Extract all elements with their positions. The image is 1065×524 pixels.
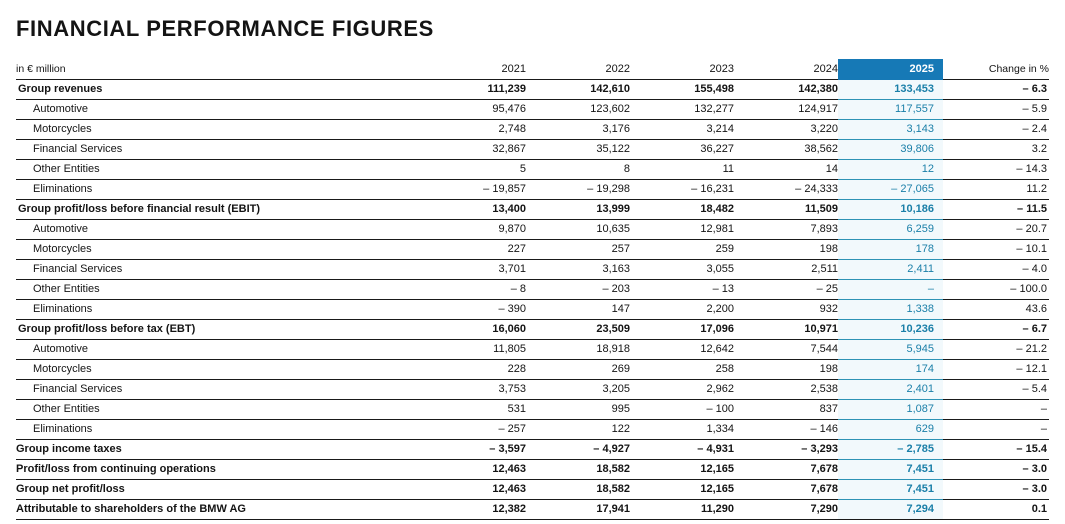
table-row bbox=[16, 340, 1049, 360]
row-label: Group profit/loss before financial result (EBIT) bbox=[16, 200, 422, 220]
cell-2021: – 390 bbox=[422, 300, 526, 320]
table-row bbox=[16, 240, 1049, 260]
cell-2024: 7,544 bbox=[734, 340, 838, 360]
cell-2022: 18,582 bbox=[526, 460, 630, 480]
row-label: Group net profit/loss bbox=[16, 480, 422, 500]
cell-2021: 228 bbox=[422, 360, 526, 380]
row-label: Motorcycles bbox=[16, 360, 422, 380]
cell-change-in: – bbox=[943, 400, 1049, 420]
cell-change-in: – 100.0 bbox=[943, 280, 1049, 300]
column-header-change-in-percent[interactable]: Change in % bbox=[943, 59, 1049, 80]
cell-change-in: – 6.3 bbox=[943, 80, 1049, 100]
cell-2023: – 4,931 bbox=[630, 440, 734, 460]
cell-2021: 9,870 bbox=[422, 220, 526, 240]
cell-2021: 12,463 bbox=[422, 480, 526, 500]
cell-2025: 12 bbox=[838, 160, 943, 180]
row-label: Motorcycles bbox=[16, 120, 422, 140]
table-row bbox=[16, 120, 1049, 140]
cell-2023: 3,214 bbox=[630, 120, 734, 140]
cell-2025: – bbox=[838, 280, 943, 300]
cell-2021: 32,867 bbox=[422, 140, 526, 160]
cell-2024: 2,538 bbox=[734, 380, 838, 400]
cell-2025: 10,236 bbox=[838, 320, 943, 340]
cell-2024: 2,511 bbox=[734, 260, 838, 280]
cell-2023: 12,165 bbox=[630, 480, 734, 500]
page-title: FINANCIAL PERFORMANCE FIGURES bbox=[16, 16, 434, 41]
cell-change-in: – 5.9 bbox=[943, 100, 1049, 120]
cell-2025: 39,806 bbox=[838, 140, 943, 160]
cell-2024: – 25 bbox=[734, 280, 838, 300]
table-row bbox=[16, 480, 1049, 500]
table-body bbox=[16, 80, 1049, 520]
cell-change-in: 43.6 bbox=[943, 300, 1049, 320]
row-label: Profit/loss from continuing operations bbox=[16, 460, 422, 480]
cell-2023: 18,482 bbox=[630, 200, 734, 220]
cell-2022: 3,176 bbox=[526, 120, 630, 140]
cell-2022: 10,635 bbox=[526, 220, 630, 240]
cell-2024: 198 bbox=[734, 240, 838, 260]
cell-2024: 7,678 bbox=[734, 480, 838, 500]
cell-2021: 2,748 bbox=[422, 120, 526, 140]
cell-2024: 7,678 bbox=[734, 460, 838, 480]
cell-change-in: 11.2 bbox=[943, 180, 1049, 200]
column-header-2021[interactable]: 2021 bbox=[422, 59, 526, 80]
cell-2022: 23,509 bbox=[526, 320, 630, 340]
table-row bbox=[16, 420, 1049, 440]
cell-change-in: – 20.7 bbox=[943, 220, 1049, 240]
cell-change-in: – bbox=[943, 420, 1049, 440]
cell-2021: 12,463 bbox=[422, 460, 526, 480]
cell-2021: 95,476 bbox=[422, 100, 526, 120]
cell-2023: 2,962 bbox=[630, 380, 734, 400]
row-label: Eliminations bbox=[16, 300, 422, 320]
cell-2023: – 16,231 bbox=[630, 180, 734, 200]
cell-2025: 117,557 bbox=[838, 100, 943, 120]
cell-2025: 133,453 bbox=[838, 80, 943, 100]
cell-2025: 178 bbox=[838, 240, 943, 260]
cell-change-in: – 6.7 bbox=[943, 320, 1049, 340]
cell-change-in: – 3.0 bbox=[943, 460, 1049, 480]
table-row bbox=[16, 180, 1049, 200]
row-label: Other Entities bbox=[16, 280, 422, 300]
cell-2024: 932 bbox=[734, 300, 838, 320]
cell-2023: 1,334 bbox=[630, 420, 734, 440]
cell-2025: – 2,785 bbox=[838, 440, 943, 460]
cell-2022: – 19,298 bbox=[526, 180, 630, 200]
cell-2025: 1,087 bbox=[838, 400, 943, 420]
row-label: Motorcycles bbox=[16, 240, 422, 260]
cell-2025: 5,945 bbox=[838, 340, 943, 360]
table-header-row bbox=[16, 59, 1049, 80]
cell-2021: – 257 bbox=[422, 420, 526, 440]
cell-2021: – 8 bbox=[422, 280, 526, 300]
cell-2023: 17,096 bbox=[630, 320, 734, 340]
cell-2025: 629 bbox=[838, 420, 943, 440]
cell-2022: 257 bbox=[526, 240, 630, 260]
cell-2021: 227 bbox=[422, 240, 526, 260]
cell-2024: 142,380 bbox=[734, 80, 838, 100]
cell-change-in: – 14.3 bbox=[943, 160, 1049, 180]
column-header-2025-highlighted[interactable]: 2025 bbox=[838, 59, 943, 80]
cell-2021: 13,400 bbox=[422, 200, 526, 220]
cell-change-in: – 3.0 bbox=[943, 480, 1049, 500]
cell-change-in: – 10.1 bbox=[943, 240, 1049, 260]
row-label: Financial Services bbox=[16, 380, 422, 400]
cell-2025: – 27,065 bbox=[838, 180, 943, 200]
row-label: Other Entities bbox=[16, 160, 422, 180]
cell-2023: 12,642 bbox=[630, 340, 734, 360]
cell-2022: 17,941 bbox=[526, 500, 630, 520]
cell-2023: 155,498 bbox=[630, 80, 734, 100]
cell-2025: 3,143 bbox=[838, 120, 943, 140]
cell-2025: 7,294 bbox=[838, 500, 943, 520]
row-label: Eliminations bbox=[16, 180, 422, 200]
table-row bbox=[16, 360, 1049, 380]
cell-2024: 837 bbox=[734, 400, 838, 420]
cell-2023: 2,200 bbox=[630, 300, 734, 320]
table-row bbox=[16, 140, 1049, 160]
cell-2021: 5 bbox=[422, 160, 526, 180]
cell-2024: 7,290 bbox=[734, 500, 838, 520]
table-row bbox=[16, 220, 1049, 240]
cell-2025: 2,411 bbox=[838, 260, 943, 280]
cell-2021: 11,805 bbox=[422, 340, 526, 360]
cell-2024: 10,971 bbox=[734, 320, 838, 340]
table-row bbox=[16, 160, 1049, 180]
cell-2021: 3,701 bbox=[422, 260, 526, 280]
table-row bbox=[16, 100, 1049, 120]
cell-2021: – 19,857 bbox=[422, 180, 526, 200]
table-row bbox=[16, 200, 1049, 220]
cell-2025: 10,186 bbox=[838, 200, 943, 220]
cell-2022: 995 bbox=[526, 400, 630, 420]
cell-change-in: – 4.0 bbox=[943, 260, 1049, 280]
row-label: Other Entities bbox=[16, 400, 422, 420]
row-label: Financial Services bbox=[16, 260, 422, 280]
cell-2022: – 4,927 bbox=[526, 440, 630, 460]
cell-2023: – 100 bbox=[630, 400, 734, 420]
cell-2023: 3,055 bbox=[630, 260, 734, 280]
cell-2025: 6,259 bbox=[838, 220, 943, 240]
table-row bbox=[16, 400, 1049, 420]
cell-change-in: – 5.4 bbox=[943, 380, 1049, 400]
cell-2023: 132,277 bbox=[630, 100, 734, 120]
cell-2022: 35,122 bbox=[526, 140, 630, 160]
column-header-2024[interactable]: 2024 bbox=[734, 59, 838, 80]
cell-change-in: 3.2 bbox=[943, 140, 1049, 160]
column-header-unit: in € million bbox=[16, 59, 422, 80]
table-row bbox=[16, 460, 1049, 480]
table-row bbox=[16, 260, 1049, 280]
cell-2025: 7,451 bbox=[838, 480, 943, 500]
row-label: Financial Services bbox=[16, 140, 422, 160]
cell-2024: – 24,333 bbox=[734, 180, 838, 200]
cell-2022: 8 bbox=[526, 160, 630, 180]
cell-2024: 7,893 bbox=[734, 220, 838, 240]
cell-2023: 12,981 bbox=[630, 220, 734, 240]
cell-2022: 142,610 bbox=[526, 80, 630, 100]
cell-2023: 12,165 bbox=[630, 460, 734, 480]
cell-change-in: – 12.1 bbox=[943, 360, 1049, 380]
cell-2022: 3,205 bbox=[526, 380, 630, 400]
column-header-2023[interactable]: 2023 bbox=[630, 59, 734, 80]
table-header bbox=[16, 59, 1049, 80]
cell-2024: 3,220 bbox=[734, 120, 838, 140]
cell-2024: – 3,293 bbox=[734, 440, 838, 460]
cell-2022: 3,163 bbox=[526, 260, 630, 280]
cell-2023: 11,290 bbox=[630, 500, 734, 520]
cell-2022: 122 bbox=[526, 420, 630, 440]
row-label: Eliminations bbox=[16, 420, 422, 440]
row-label: Group profit/loss before tax (EBT) bbox=[16, 320, 422, 340]
cell-2023: 259 bbox=[630, 240, 734, 260]
table-row bbox=[16, 300, 1049, 320]
cell-2021: – 3,597 bbox=[422, 440, 526, 460]
table-row bbox=[16, 500, 1049, 520]
table-row bbox=[16, 380, 1049, 400]
cell-2022: 13,999 bbox=[526, 200, 630, 220]
cell-2022: 123,602 bbox=[526, 100, 630, 120]
cell-change-in: – 2.4 bbox=[943, 120, 1049, 140]
cell-2025: 174 bbox=[838, 360, 943, 380]
cell-change-in: – 21.2 bbox=[943, 340, 1049, 360]
cell-change-in: – 15.4 bbox=[943, 440, 1049, 460]
cell-change-in: – 11.5 bbox=[943, 200, 1049, 220]
cell-2022: 269 bbox=[526, 360, 630, 380]
cell-2025: 1,338 bbox=[838, 300, 943, 320]
table-row bbox=[16, 440, 1049, 460]
table-row bbox=[16, 80, 1049, 100]
table-row bbox=[16, 280, 1049, 300]
row-label: Attributable to shareholders of the BMW AG bbox=[16, 500, 422, 520]
cell-2022: 18,582 bbox=[526, 480, 630, 500]
row-label: Group revenues bbox=[16, 80, 422, 100]
row-label: Automotive bbox=[16, 100, 422, 120]
cell-change-in: 0.1 bbox=[943, 500, 1049, 520]
row-label: Automotive bbox=[16, 220, 422, 240]
cell-2025: 7,451 bbox=[838, 460, 943, 480]
cell-2022: 147 bbox=[526, 300, 630, 320]
cell-2022: – 203 bbox=[526, 280, 630, 300]
cell-2024: 198 bbox=[734, 360, 838, 380]
cell-2021: 12,382 bbox=[422, 500, 526, 520]
cell-2024: – 146 bbox=[734, 420, 838, 440]
cell-2025: 2,401 bbox=[838, 380, 943, 400]
cell-2021: 111,239 bbox=[422, 80, 526, 100]
cell-2024: 14 bbox=[734, 160, 838, 180]
row-label: Group income taxes bbox=[16, 440, 422, 460]
cell-2024: 11,509 bbox=[734, 200, 838, 220]
cell-2023: 36,227 bbox=[630, 140, 734, 160]
table-row bbox=[16, 320, 1049, 340]
cell-2023: – 13 bbox=[630, 280, 734, 300]
cell-2024: 124,917 bbox=[734, 100, 838, 120]
row-label: Automotive bbox=[16, 340, 422, 360]
cell-2021: 531 bbox=[422, 400, 526, 420]
cell-2022: 18,918 bbox=[526, 340, 630, 360]
financial-performance-table bbox=[16, 59, 1049, 520]
cell-2023: 258 bbox=[630, 360, 734, 380]
column-header-2022[interactable]: 2022 bbox=[526, 59, 630, 80]
cell-2024: 38,562 bbox=[734, 140, 838, 160]
cell-2021: 16,060 bbox=[422, 320, 526, 340]
cell-2021: 3,753 bbox=[422, 380, 526, 400]
cell-2023: 11 bbox=[630, 160, 734, 180]
